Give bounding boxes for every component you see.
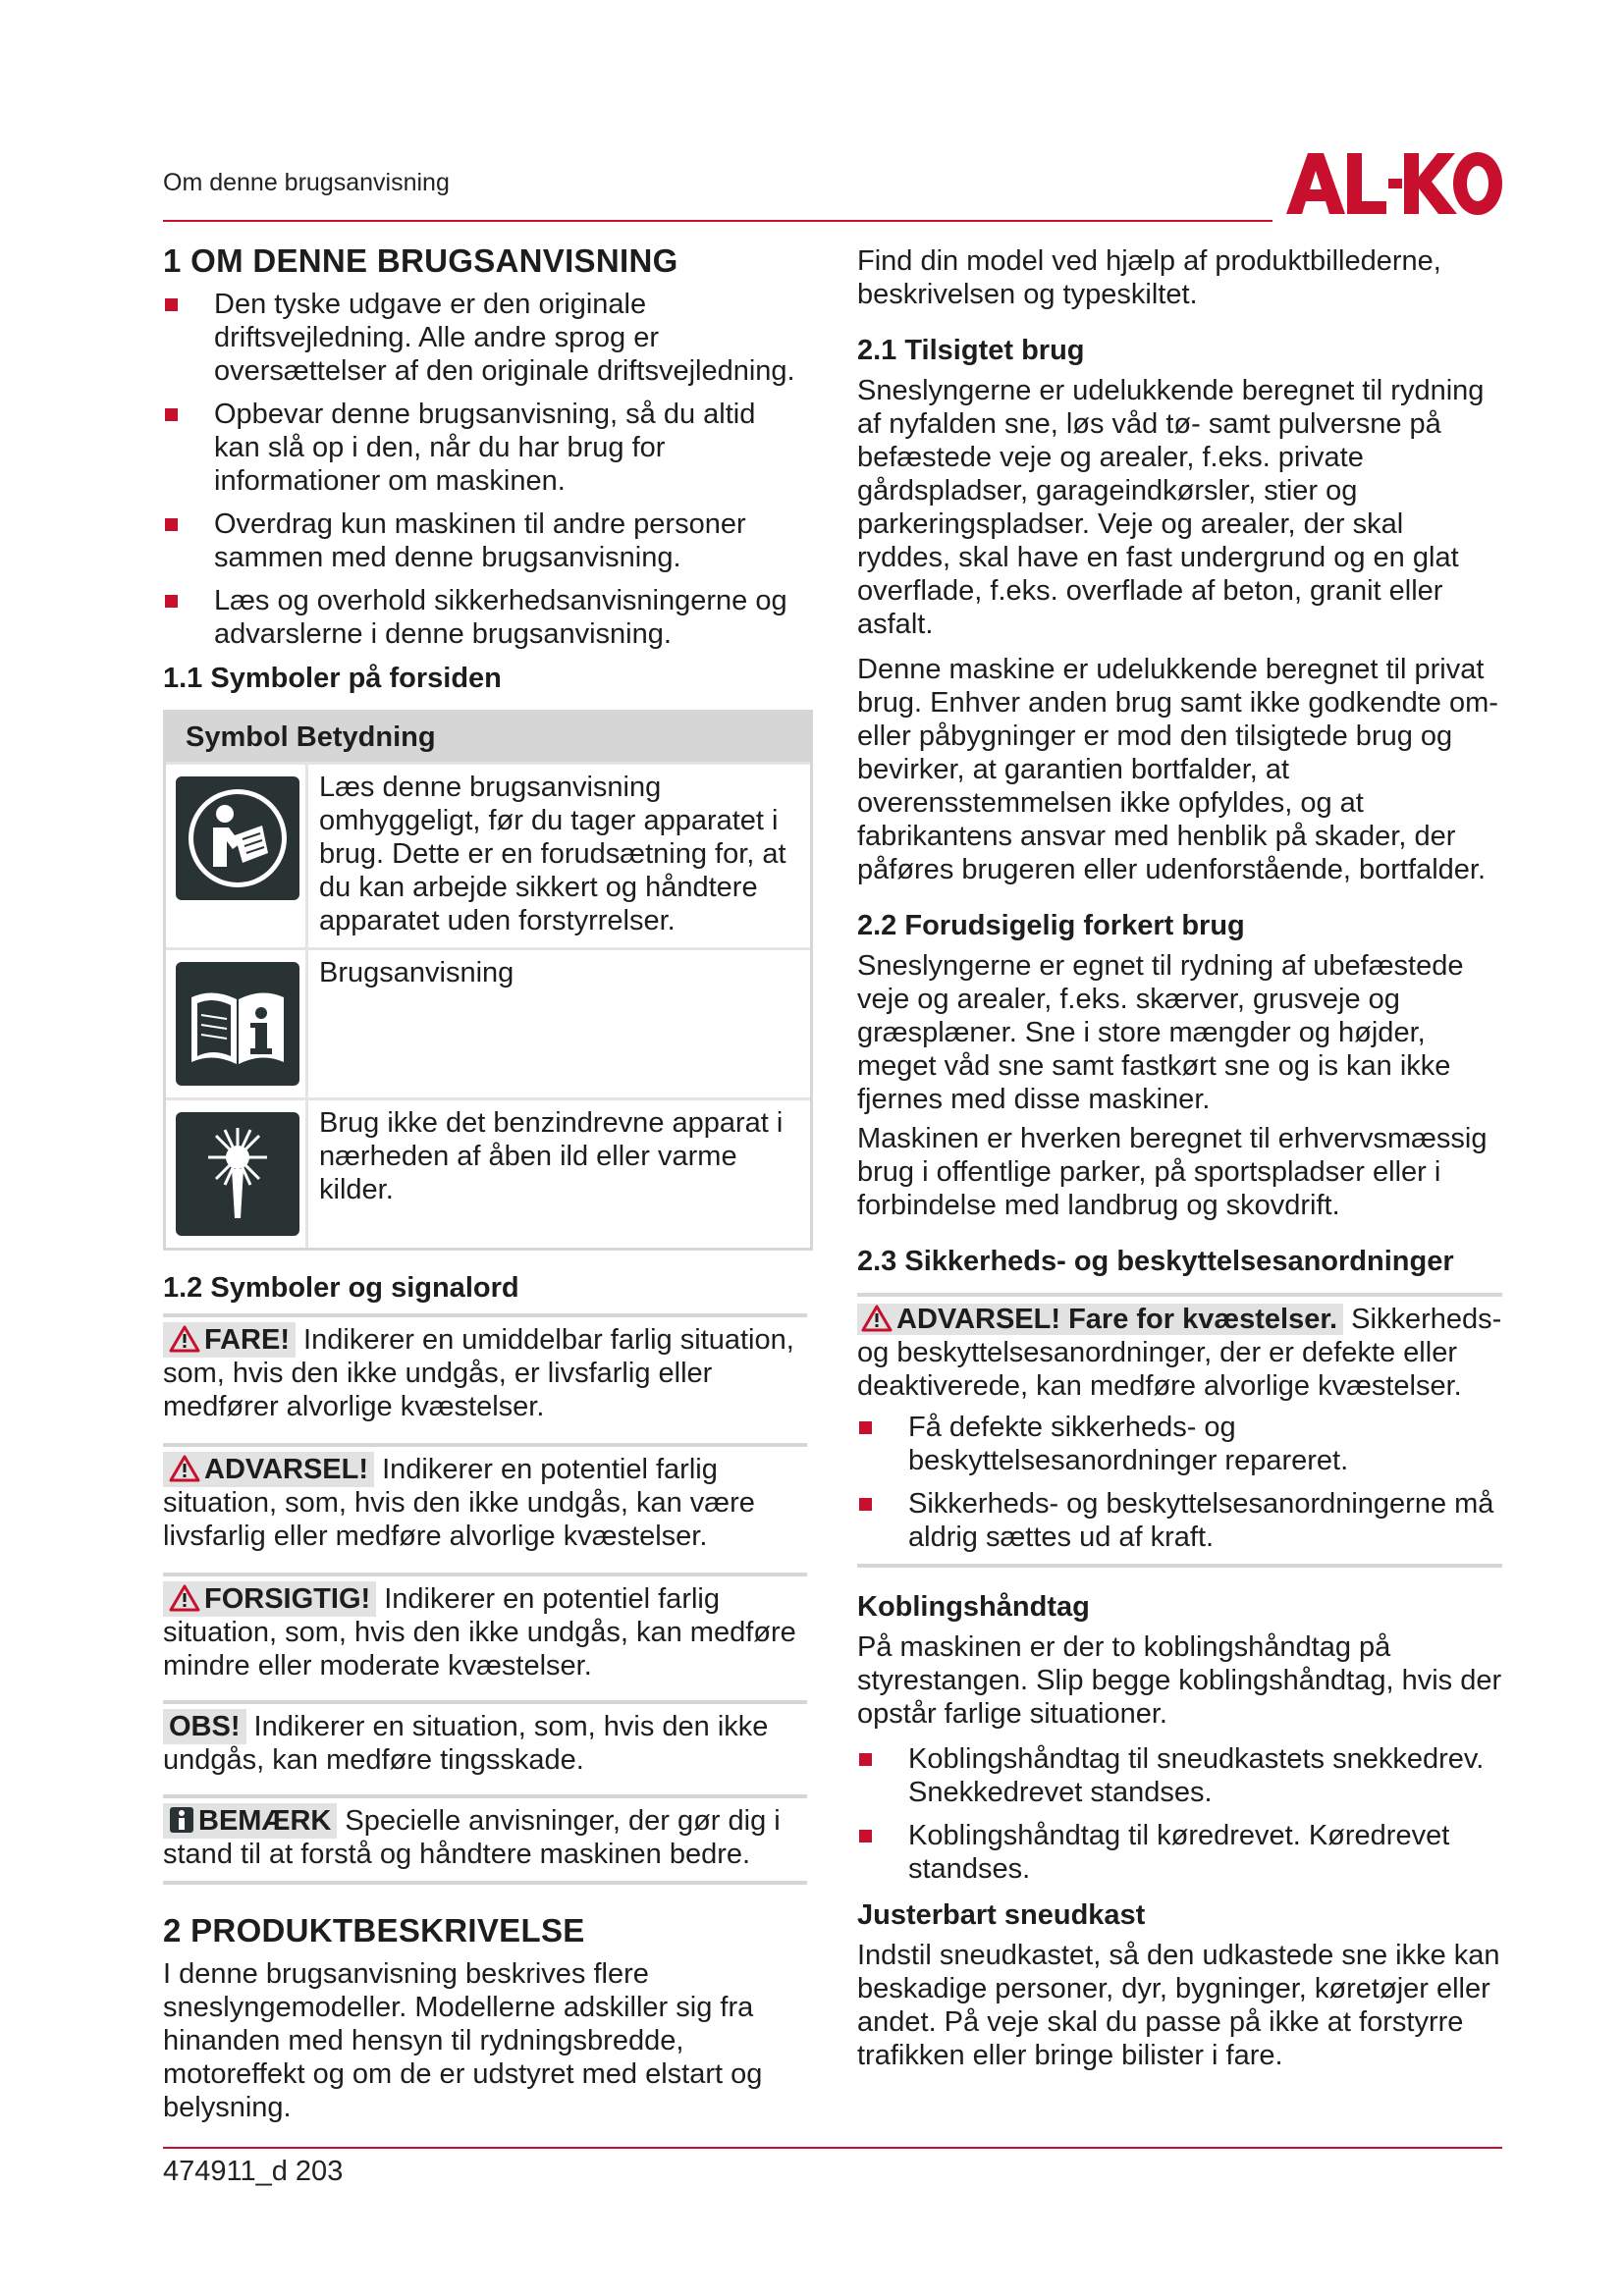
signal-label: FORSIGTIG!	[204, 1583, 371, 1615]
list-item: Opbevar denne brugsanvisning, så du altid kan slå op i den, når du har brug for informationer om maskinen.	[163, 398, 807, 498]
warning-lead: ADVARSEL! Fare for kvæstelser.	[896, 1304, 1338, 1335]
read-manual-icon	[176, 776, 299, 900]
table-row	[166, 762, 810, 947]
divider	[163, 1881, 807, 1885]
list-item: Den tyske udgave er den originale driftsvejledning. Alle andre sprog er oversættelser af den originale driftsvejledning.	[163, 288, 807, 388]
running-header: Om denne brugsanvisning	[163, 169, 450, 196]
page-footer: 474911_d 203	[163, 2156, 344, 2187]
right-column	[857, 240, 1502, 2084]
section-2-2-heading: 2.2 Forudsigelig forkert brug	[857, 910, 1245, 941]
signal-text: Indikerer en potentiel farlig situation, som, hvis den ikke undgås, kan medføre mindre eller moderate kvæstelser.	[163, 1583, 796, 1682]
header-rule	[163, 220, 1272, 222]
justerbart-sneudkast-heading: Justerbart sneudkast	[857, 1899, 1146, 1931]
symbol-table	[163, 710, 813, 1251]
signal-label: ADVARSEL!	[204, 1454, 369, 1485]
no-fire-icon	[176, 1112, 299, 1236]
signal-fare	[163, 1313, 807, 1423]
signal-text: Specielle anvisninger, der gør dig i stand til at forstå og håndtere maskinen bedre.	[163, 1805, 781, 1870]
clutch-bullet-list	[857, 1742, 1502, 1886]
signal-label: FARE!	[204, 1324, 290, 1356]
paragraph: På maskinen er der to koblingshåndtag på styrestangen. Slip begge koblingshåndtag, hvis der opstår farlige situationer.	[857, 1631, 1502, 1730]
signal-obs	[163, 1700, 807, 1777]
symbol-description: Brug ikke det benzindrevne apparat i nærheden af åben ild eller varme kilder.	[319, 1107, 784, 1205]
warning-triangle-icon	[169, 1455, 200, 1482]
signal-text: Indikerer en situation, som, hvis den ikke undgås, kan medføre tingsskade.	[163, 1711, 769, 1776]
footer-rule	[163, 2147, 1502, 2149]
signal-label: BEMÆRK	[198, 1805, 332, 1837]
table-row	[166, 947, 810, 1097]
intro-bullet-list	[163, 288, 807, 651]
divider	[857, 1564, 1502, 1568]
symbol-description: Brugsanvisning	[319, 957, 514, 988]
list-item: Overdrag kun maskinen til andre personer sammen med denne brugsanvisning.	[163, 507, 807, 574]
list-item: Koblingshåndtag til køredrevet. Køredrevet standses.	[857, 1819, 1502, 1886]
brand-logo	[1284, 149, 1502, 218]
manual-info-icon	[176, 962, 299, 1086]
symbol-table-header: Symbol Betydning	[166, 713, 810, 762]
koblingshandtag-heading: Koblingshåndtag	[857, 1591, 1090, 1623]
paragraph: Denne maskine er udelukkende beregnet til privat brug. Enhver anden brug samt ikke godkendte om- eller påbygninger er mod den tilsigtede brug og bevirker, at garantien bortfalder, at overensstemmelsen ikke opfyldes, og at fabrikantens ansvar med henblik på skader, der påføres brugeren eller udenforstående, bortfalder.	[857, 654, 1498, 885]
paragraph: Sneslyngerne er udelukkende beregnet til rydning af nyfalden sne, løs våd tø- samt pulversne på befæstede veje og arealer, f.eks. private gårdspladser, garageindkørsler, stier og parkeringspladser. Veje og arealer, der skal ryddes, skal have en fast undergrund og en glat overflade, f.eks. overflade af beton, granit eller asfalt.	[857, 375, 1485, 640]
signal-text: Indikerer en umiddelbar farlig situation, som, hvis den ikke undgås, er livsfarlig eller medfører alvorlige kvæstelser.	[163, 1324, 794, 1422]
paragraph: Sneslyngerne er egnet til rydning af ubefæstede veje og arealer, f.eks. skærver, grusveje og græsplæner. Sne i store mængder og højder, meget våd sne samt fastkørt sne og is kan ikke fjernes med disse maskiner.	[857, 950, 1464, 1115]
warning-bullet-list	[857, 1411, 1502, 1554]
section-1-2-heading: 1.2 Symboler og signalord	[163, 1272, 519, 1304]
section-2-heading: 2 PRODUKTBESKRIVELSE	[163, 1912, 585, 1949]
signal-label: OBS!	[169, 1711, 241, 1742]
warning-text: Sikkerheds- og beskyttelsesanordninger, der er defekte eller deaktiverede, kan medføre alvorlige kvæstelser.	[857, 1304, 1502, 1402]
info-icon	[169, 1806, 194, 1834]
warning-box	[857, 1293, 1502, 1568]
list-item: Koblingshåndtag til sneudkastets snekkedrev. Snekkedrevet standses.	[857, 1742, 1502, 1809]
signal-forsigtig	[163, 1573, 807, 1682]
signal-bemaerk	[163, 1794, 807, 1871]
section-1-heading: 1 OM DENNE BRUGSANVISNING	[163, 242, 678, 279]
section-2-3-heading: 2.3 Sikkerheds- og beskyttelsesanordninger	[857, 1246, 1454, 1277]
section-1-1-heading: 1.1 Symboler på forsiden	[163, 663, 502, 694]
warning-triangle-icon	[169, 1325, 200, 1353]
paragraph: Find din model ved hjælp af produktbillederne, beskrivelsen og typeskiltet.	[857, 245, 1441, 310]
paragraph: Indstil sneudkastet, så den udkastede sne ikke kan beskadige personer, dyr, bygninger, køretøjer eller andet. På veje skal du passe på ikke at forstyrre trafikken eller bringe bilister i fare.	[857, 1940, 1500, 2071]
table-row	[166, 1097, 810, 1248]
paragraph: I denne brugsanvisning beskrives flere sneslyngemodeller. Modellerne adskiller sig fra hinanden med hensyn til rydningsbredde, motoreffekt og om de er udstyret med elstart og belysning.	[163, 1958, 763, 2123]
list-item: Sikkerheds- og beskyttelsesanordningerne må aldrig sættes ud af kraft.	[857, 1487, 1502, 1554]
left-column	[163, 240, 807, 2136]
signal-advarsel	[163, 1443, 807, 1553]
list-item: Få defekte sikkerheds- og beskyttelsesanordninger repareret.	[857, 1411, 1502, 1477]
signal-text: Indikerer en potentiel farlig situation, som, hvis den ikke undgås, kan være livsfarlig eller medføre alvorlige kvæstelser.	[163, 1454, 755, 1552]
symbol-description: Læs denne brugsanvisning omhyggeligt, før du tager apparatet i brug. Dette er en forudsætning for, at du kan arbejde sikkert og håndtere apparatet uden forstyrrelser.	[319, 772, 786, 936]
warning-triangle-icon	[169, 1584, 200, 1612]
paragraph: Maskinen er hverken beregnet til erhvervsmæssig brug i offentlige parker, på sportspladser eller i forbindelse med landbrug og skovdrift.	[857, 1123, 1488, 1221]
list-item: Læs og overhold sikkerhedsanvisningerne og advarslerne i denne brugsanvisning.	[163, 584, 807, 651]
warning-triangle-icon	[861, 1305, 893, 1332]
section-2-1-heading: 2.1 Tilsigtet brug	[857, 335, 1085, 366]
